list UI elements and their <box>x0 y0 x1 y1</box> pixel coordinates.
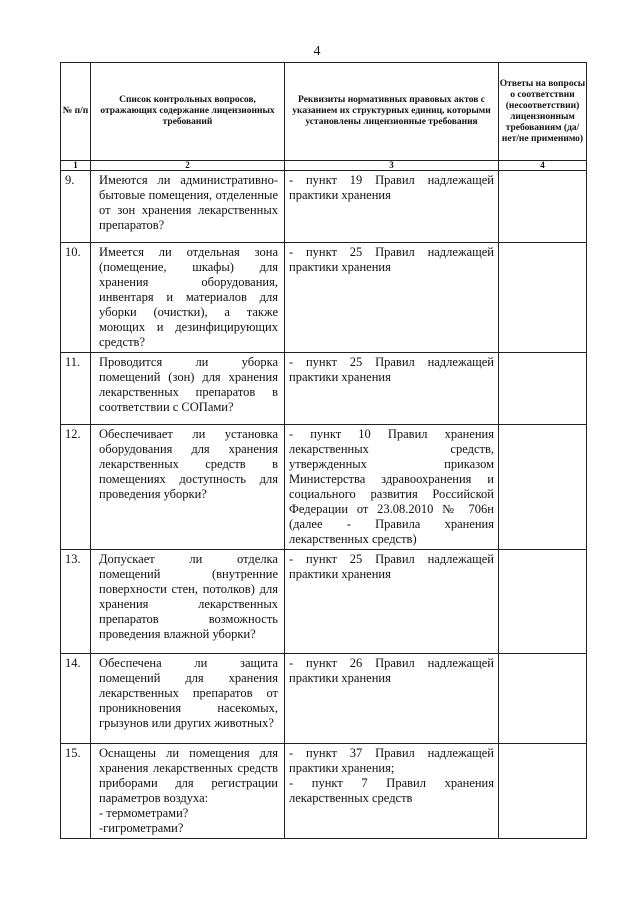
header-row <box>61 63 587 161</box>
question-cell <box>91 744 285 839</box>
table-row <box>61 744 587 839</box>
question-cell <box>91 353 285 425</box>
table-row <box>61 654 587 744</box>
row-number: 12. <box>61 425 91 550</box>
page-number: 4 <box>313 44 321 59</box>
reference-cell <box>285 353 499 425</box>
column-number: 4 <box>499 161 587 171</box>
answer-cell[interactable] <box>499 425 587 550</box>
reference-line: - пункт 7 Правил хранения лекарственных средств <box>289 776 494 805</box>
question-text: Проводится ли уборка помещений (зон) для хранения лекарственных препаратов в соответствии с СОПами? <box>99 355 278 414</box>
header-answers: Ответы на вопросы о соответствии (несоответствии) лицензионным требованиям (да/нет/не применимо) <box>499 63 587 161</box>
answer-cell[interactable] <box>499 171 587 243</box>
header-references: Реквизиты нормативных правовых актов с указанием их структурных единиц, которыми установлены лицензионные требования <box>285 63 499 161</box>
column-number: 3 <box>285 161 499 171</box>
reference-text: - пункт 25 Правил надлежащей практики хранения <box>289 245 494 274</box>
reference-cell <box>285 744 499 839</box>
table-row <box>61 353 587 425</box>
question-cell <box>91 243 285 353</box>
answer-cell[interactable] <box>499 353 587 425</box>
row-number: 15. <box>61 744 91 839</box>
reference-text: - пункт 25 Правил надлежащей практики хранения <box>289 552 494 581</box>
question-text: Имеется ли отдельная зона (помещение, шкафы) для хранения оборудования, инвентаря и материалов для уборки (очистки), а также моющих и дезинфицирующих средств? <box>99 245 278 349</box>
reference-cell <box>285 425 499 550</box>
row-number: 10. <box>61 243 91 353</box>
table-row <box>61 425 587 550</box>
question-text: Обеспечена ли защита помещений для хранения лекарственных препаратов от проникновения насекомых, грызунов или других животных? <box>99 656 278 730</box>
question-cell <box>91 550 285 654</box>
reference-text <box>285 744 498 808</box>
question-text: Обеспечивает ли установка оборудования для хранения лекарственных средств в помещениях доступность для проведения уборки? <box>99 427 278 501</box>
header-number: № п/п <box>61 63 91 161</box>
reference-cell <box>285 550 499 654</box>
question-item: - термометрами? <box>99 806 189 820</box>
reference-text: - пункт 26 Правил надлежащей практики хранения <box>289 656 494 685</box>
question-item: -гигрометрами? <box>99 821 184 835</box>
column-number: 1 <box>61 161 91 171</box>
reference-text: - пункт 10 Правил хранения лекарственных средств, утвержденных приказом Министерства здравоохранения и социального развития Российской Федерации от 23.08.2010 № 706н (далее - Правила хранения лекарственных средств) <box>289 427 494 546</box>
column-number: 2 <box>91 161 285 171</box>
reference-cell <box>285 654 499 744</box>
answer-cell[interactable] <box>499 550 587 654</box>
answer-cell[interactable] <box>499 654 587 744</box>
row-number: 11. <box>61 353 91 425</box>
table-row <box>61 550 587 654</box>
reference-cell <box>285 243 499 353</box>
reference-text: - пункт 19 Правил надлежащей практики хранения <box>289 173 494 202</box>
answer-cell[interactable] <box>499 243 587 353</box>
checklist-table <box>60 62 587 839</box>
reference-text: - пункт 25 Правил надлежащей практики хранения <box>289 355 494 384</box>
question-cell <box>91 171 285 243</box>
answer-cell[interactable] <box>499 744 587 839</box>
reference-cell <box>285 171 499 243</box>
question-cell <box>91 425 285 550</box>
header-questions: Список контрольных вопросов, отражающих содержание лицензионных требований <box>91 63 285 161</box>
row-number: 9. <box>61 171 91 243</box>
question-main: Оснащены ли помещения для хранения лекарственных средств приборами для регистрации параметров воздуха: <box>99 746 278 805</box>
question-text: Имеются ли административно-бытовые помещения, отделенные от зон хранения лекарственных препаратов? <box>99 173 278 232</box>
question-text <box>91 744 284 838</box>
reference-line: - пункт 37 Правил надлежащей практики хранения; <box>289 746 494 775</box>
row-number: 14. <box>61 654 91 744</box>
table-row <box>61 171 587 243</box>
row-number: 13. <box>61 550 91 654</box>
question-text: Допускает ли отделка помещений (внутренние поверхности стен, потолков) для хранения лекарственных препаратов возможность проведения влажной уборки? <box>99 552 278 641</box>
table-row <box>61 243 587 353</box>
question-cell <box>91 654 285 744</box>
column-number-row <box>61 161 587 171</box>
